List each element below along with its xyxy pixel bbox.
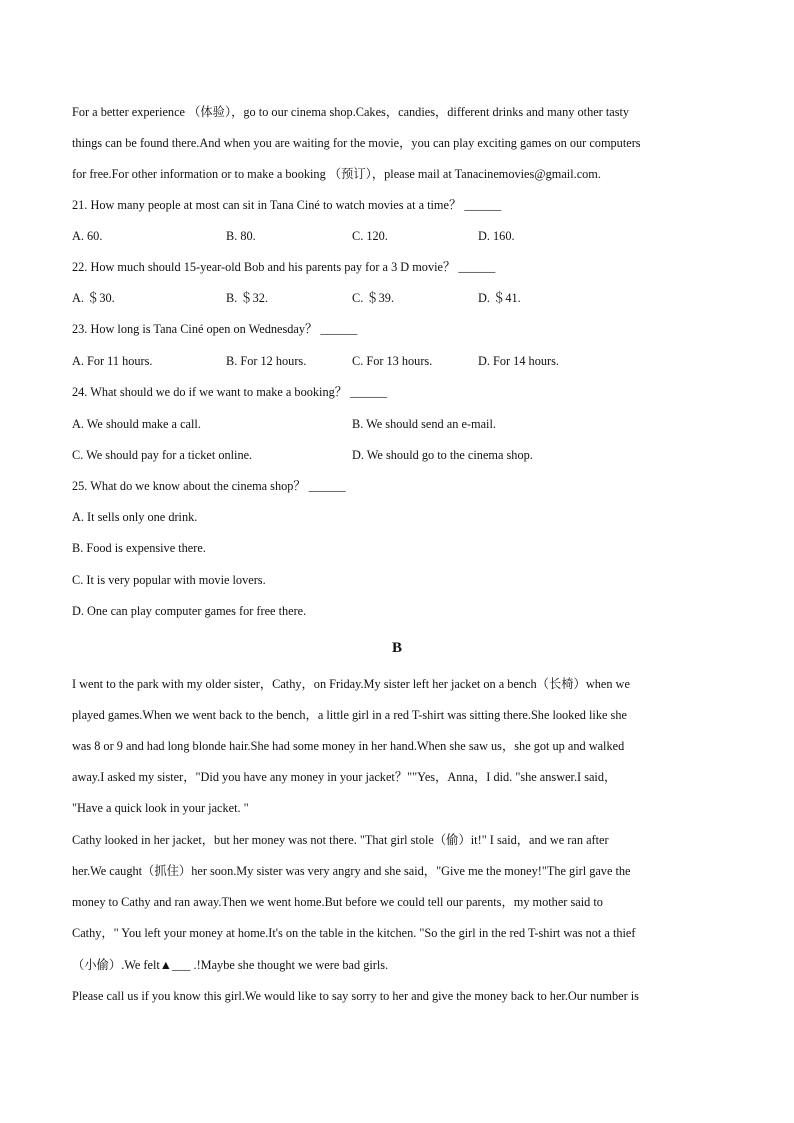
question-22: 22. How much should 15-year-old Bob and his parents pay for a 3 D movie？ ______ [72, 260, 496, 274]
question-23: 23. How long is Tana Ciné open on Wednesday？ ______ [72, 322, 358, 336]
passage-b-line-11: Please call us if you know this girl.We would like to say sorry to her and give the money back to her.Our number is [72, 989, 639, 1003]
passage-b-line-2: played games.When we went back to the bench，a little girl in a red T-shirt was sitting there.She looked like she [72, 708, 627, 722]
passage-b-line-10: （小偷）.We felt▲___ .!Maybe she thought we were bad girls. [72, 958, 389, 972]
intro-line-3: for free.For other information or to make a booking （预订），please mail at Tanacinemovies@gmail.com. [72, 167, 601, 181]
intro-line-2: things can be found there.And when you are waiting for the movie，you can play exciting games on our computers [72, 136, 641, 150]
question-25: 25. What do we know about the cinema shop？ ______ [72, 479, 346, 493]
q24-option-a: A. We should make a call. [72, 417, 201, 431]
passage-b-line-9: Cathy，" You left your money at home.It's on the table in the kitchen. "So the girl in the red T-shirt was not a thief [72, 926, 636, 940]
question-24: 24. What should we do if we want to make a booking？ ______ [72, 385, 387, 399]
passage-b-line-5: "Have a quick look in your jacket. " [72, 801, 249, 815]
intro-line-1: For a better experience （体验），go to our cinema shop.Cakes，candies，different drinks and many other tasty [72, 105, 630, 119]
q23-option-b: B. For 12 hours. [226, 354, 307, 368]
section-b-heading: B [391, 640, 402, 656]
q22-option-c: C. ＄39. [352, 291, 395, 305]
passage-b-line-6: Cathy looked in her jacket，but her money was not there. "That girl stole（偷）it!" I said，and we ran after [72, 833, 609, 847]
q21-option-c: C. 120. [352, 229, 388, 243]
passage-b-line-1: I went to the park with my older sister，Cathy，on Friday.My sister left her jacket on a bench（长椅）when we [72, 677, 630, 691]
q23-option-c: C. For 13 hours. [352, 354, 433, 368]
q21-option-b: B. 80. [226, 229, 256, 243]
q24-option-c: C. We should pay for a ticket online. [72, 448, 253, 462]
passage-b-line-8: money to Cathy and ran away.Then we went home.But before we could tell our parents，my mother said to [72, 895, 603, 909]
q23-option-a: A. For 11 hours. [72, 354, 153, 368]
passage-b-line-4: away.I asked my sister，"Did you have any money in your jacket？""Yes，Anna，I did. "she answer.I said， [72, 770, 617, 784]
q22-option-a: A. ＄30. [72, 291, 115, 305]
q25-option-d: D. One can play computer games for free there. [72, 604, 307, 618]
q21-option-a: A. 60. [72, 229, 103, 243]
q24-option-d: D. We should go to the cinema shop. [352, 448, 533, 462]
q22-option-d: D. ＄41. [478, 291, 521, 305]
q25-option-c: C. It is very popular with movie lovers. [72, 573, 266, 587]
passage-b-line-7: her.We caught（抓住）her soon.My sister was very angry and she said，"Give me the money!"The girl gave the [72, 864, 631, 878]
q25-option-b: B. Food is expensive there. [72, 541, 206, 555]
question-21: 21. How many people at most can sit in Tana Ciné to watch movies at a time？ ______ [72, 198, 502, 212]
q23-option-d: D. For 14 hours. [478, 354, 559, 368]
q25-option-a: A. It sells only one drink. [72, 510, 198, 524]
passage-b-line-3: was 8 or 9 and had long blonde hair.She had some money in her hand.When she saw us，she got up and walked [72, 739, 625, 753]
q24-option-b: B. We should send an e-mail. [352, 417, 496, 431]
q22-option-b: B. ＄32. [226, 291, 269, 305]
q21-option-d: D. 160. [478, 229, 515, 243]
